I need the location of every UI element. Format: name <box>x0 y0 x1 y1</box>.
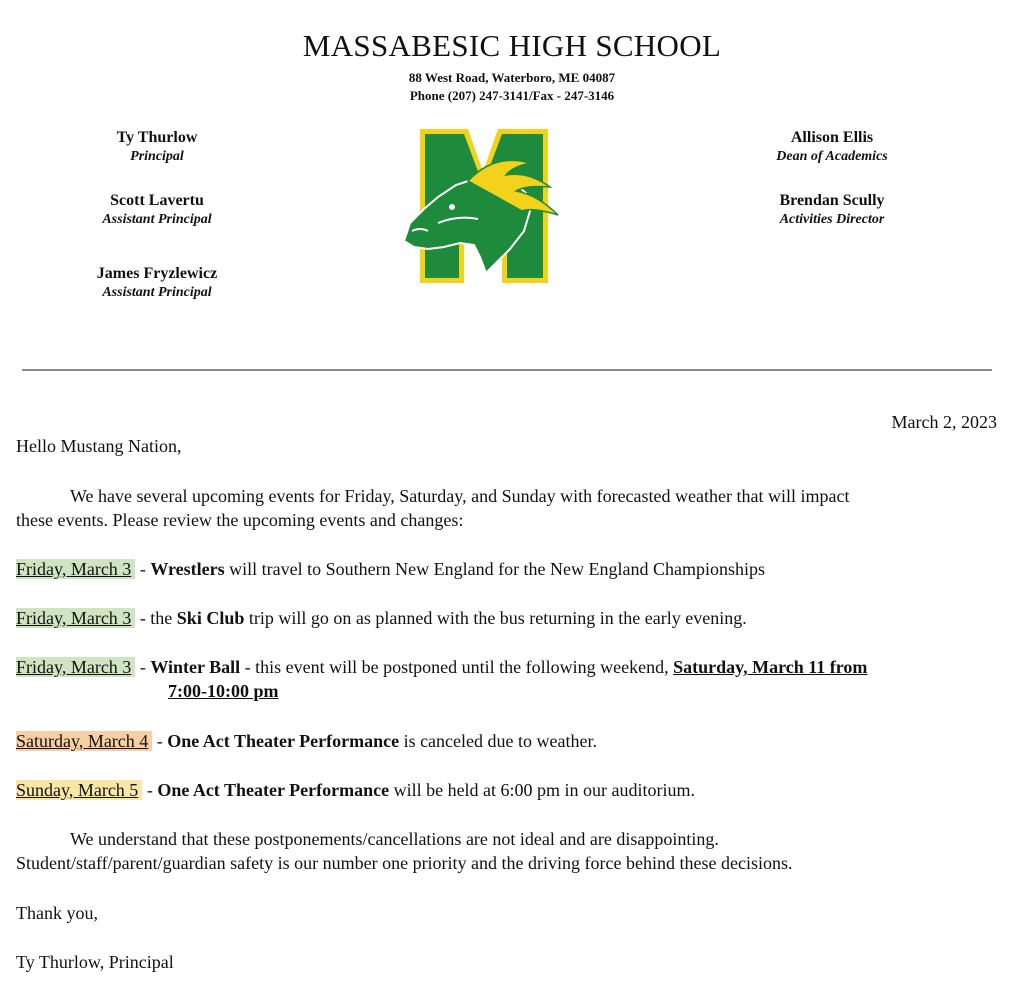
event-separator: - <box>152 731 168 751</box>
event-date: Sunday, March 5 <box>16 780 142 800</box>
event-title: Wrestlers <box>150 559 225 579</box>
event-item <box>16 778 695 802</box>
staff-role: Assistant Principal <box>102 212 212 227</box>
event-description: trip will go on as planned with the bus returning in the early evening. <box>244 608 747 628</box>
event-title: Winter Ball <box>150 657 241 677</box>
event-separator: - <box>135 657 151 677</box>
event-item <box>16 606 747 630</box>
event-new-time-text: 7:00-10:00 pm <box>168 681 279 701</box>
staff-name: Scott Lavertu <box>110 192 204 209</box>
event-item <box>16 655 867 679</box>
staff-role: Dean of Academics <box>776 149 888 164</box>
staff-name: Ty Thurlow <box>116 129 198 146</box>
staff-assistant-principal-1 <box>37 191 277 229</box>
school-address: 88 West Road, Waterboro, ME 04087 <box>408 70 616 85</box>
event-item <box>16 557 765 581</box>
staff-dean-of-academics <box>712 128 952 166</box>
event-separator: - <box>142 780 158 800</box>
staff-activities-director <box>712 191 952 229</box>
event-description: will travel to Southern New England for the New England Championships <box>224 559 766 579</box>
staff-name: Brendan Scully <box>779 192 885 209</box>
event-separator: - the <box>135 608 177 628</box>
closing-paragraph-line-2: Student/staff/parent/guardian safety is our number one priority and the driving force behind these decisions. <box>16 853 793 873</box>
event-date: Friday, March 3 <box>16 559 135 579</box>
event-title: One Act Theater Performance <box>157 780 390 800</box>
event-title: Ski Club <box>176 608 245 628</box>
signature: Ty Thurlow, Principal <box>16 952 174 972</box>
staff-role: Activities Director <box>779 212 885 227</box>
letter-greeting: Hello Mustang Nation, <box>16 436 182 456</box>
event-date: Friday, March 3 <box>16 657 135 677</box>
staff-assistant-principal-2 <box>37 264 277 302</box>
event-date: Saturday, March 4 <box>16 731 152 751</box>
event-title: One Act Theater Performance <box>167 731 400 751</box>
staff-principal <box>37 128 277 166</box>
event-separator: - <box>135 559 151 579</box>
event-new-date: Saturday, March 11 from <box>673 657 868 677</box>
event-description: - this event will be postponed until the following weekend, <box>240 657 674 677</box>
closing-paragraph-line-1: We understand that these postponements/cancellations are not ideal and are disappointing. <box>70 829 719 849</box>
staff-role: Principal <box>130 149 184 164</box>
event-description: will be held at 6:00 pm in our auditorium. <box>389 780 696 800</box>
school-phone: Phone (207) 247-3141/Fax - 247-3146 <box>409 88 615 103</box>
sign-off: Thank you, <box>16 903 98 923</box>
header-divider <box>22 369 992 371</box>
school-name: MASSABESIC HIGH SCHOOL <box>302 28 722 63</box>
mustang-logo-icon <box>398 127 568 285</box>
event-date: Friday, March 3 <box>16 608 135 628</box>
intro-paragraph-line-1: We have several upcoming events for Friday, Saturday, and Sunday with forecasted weather that will impact <box>70 486 850 506</box>
event-new-time <box>168 679 279 703</box>
event-description: is canceled due to weather. <box>399 731 597 751</box>
staff-role: Assistant Principal <box>102 285 212 300</box>
intro-paragraph-line-2: these events. Please review the upcoming events and changes: <box>16 510 464 530</box>
letter-date: March 2, 2023 <box>891 412 997 432</box>
event-item <box>16 729 597 753</box>
staff-name: Allison Ellis <box>790 129 874 146</box>
staff-name: James Fryzlewicz <box>96 265 218 282</box>
